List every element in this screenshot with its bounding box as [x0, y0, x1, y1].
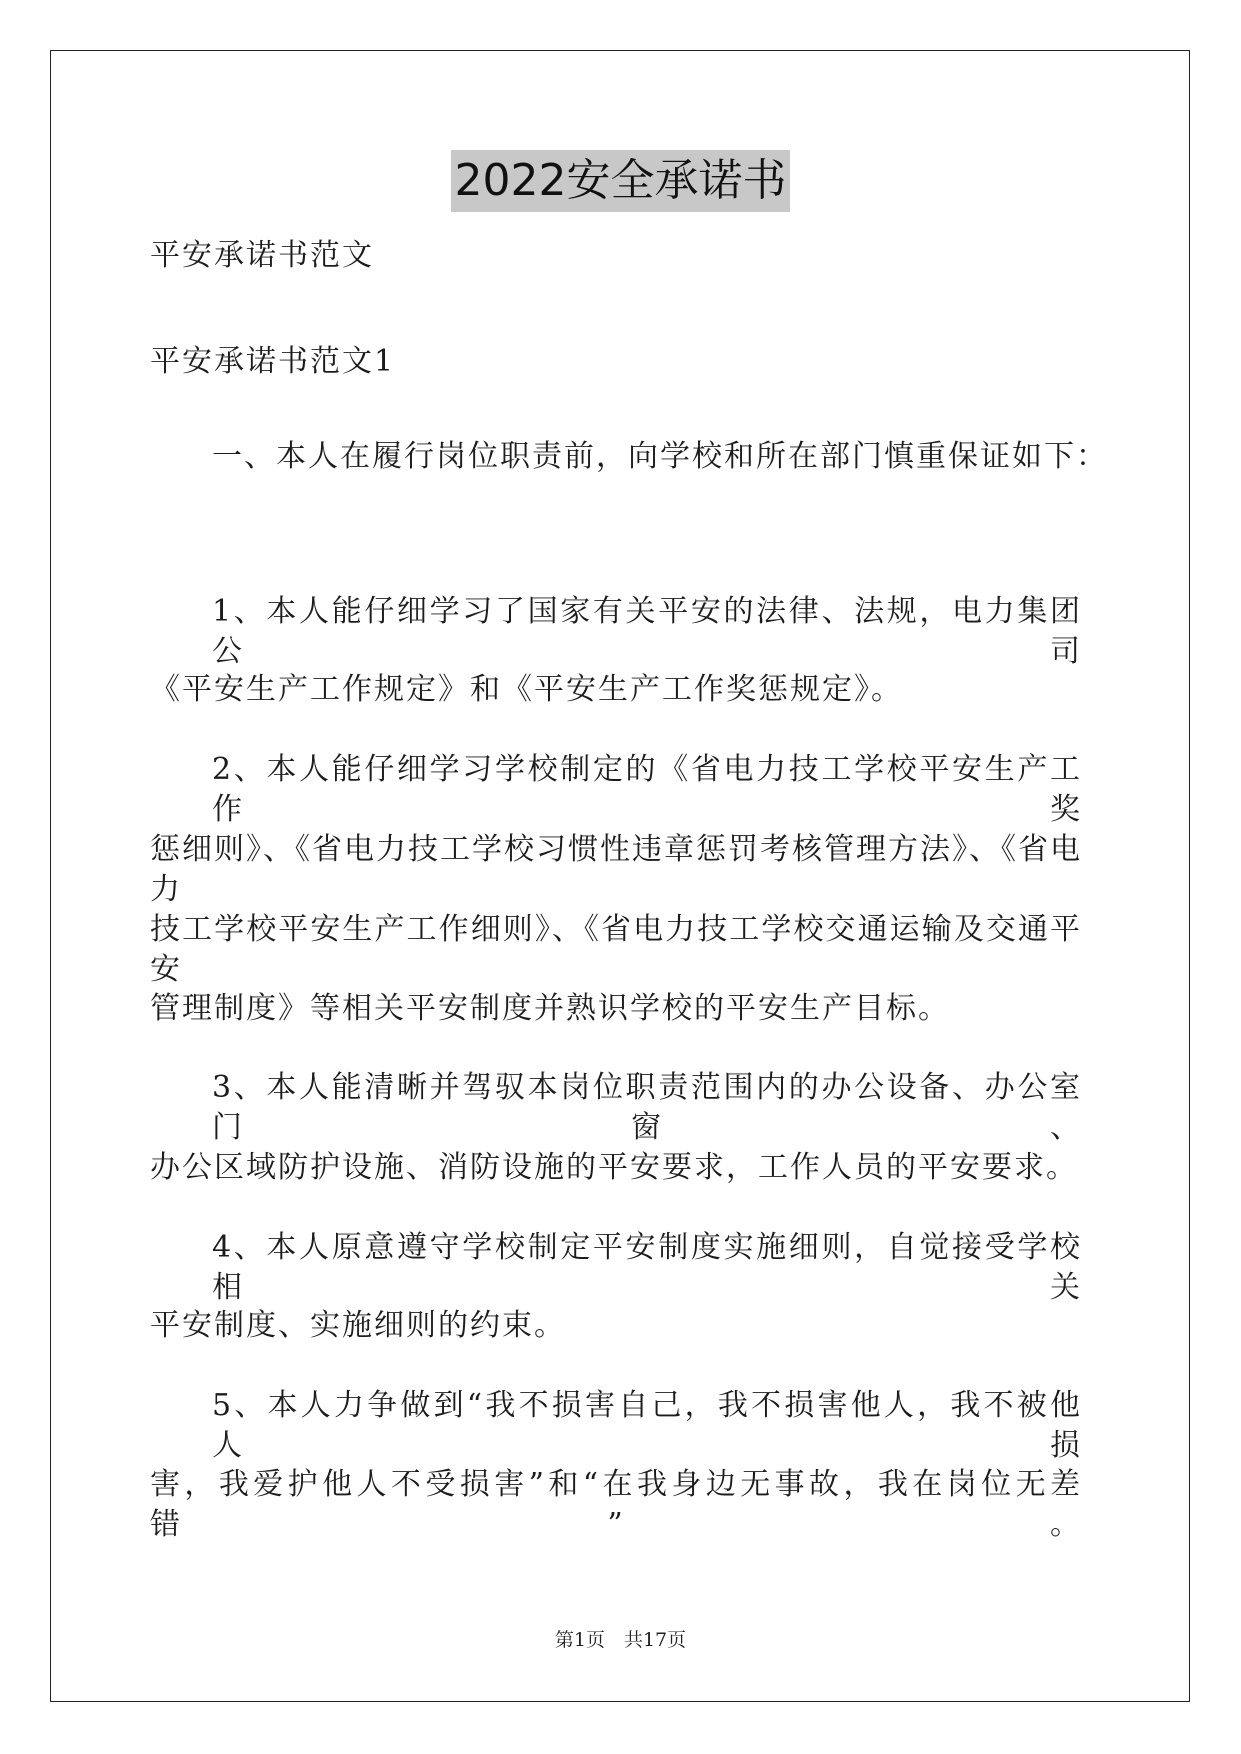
text-line: 2、本人能仔细学习学校制定的《省电力技工学校平安生产工作奖: [212, 752, 1082, 827]
text-line: 5、本人力争做到“我不损害自己，我不损害他人，我不被他人损: [212, 1388, 1082, 1463]
text-line: 害，我爱护他人不受损害”和“在我身边无事故，我在岗位无差错”。: [150, 1467, 1082, 1542]
text-line: 4、本人原意遵守学校制定平安制度实施细则，自觉接受学校相关: [212, 1230, 1082, 1305]
text-line: 3、本人能清晰并驾驭本岗位职责范围内的办公设备、办公室门窗、: [212, 1070, 1082, 1145]
title-container: [0, 150, 1241, 212]
text-line: 办公区域防护设施、消防设施的平安要求，工作人员的平安要求。: [150, 1150, 1078, 1185]
text-line: 一、本人在履行岗位职责前，向学校和所在部门慎重保证如下：: [212, 439, 1108, 474]
document-title: 2022安全承诺书: [451, 150, 791, 212]
page-number-footer: 第1页 共17页: [554, 1629, 687, 1651]
text-line: 平安承诺书范文1: [150, 344, 396, 379]
text-line: 《平安生产工作规定》和《平安生产工作奖惩规定》。: [150, 672, 903, 707]
text-line: 1、本人能仔细学习了国家有关平安的法律、法规，电力集团公司: [212, 594, 1082, 669]
text-line: 平安承诺书范文: [150, 238, 374, 273]
text-line: 管理制度》等相关平安制度并熟识学校的平安生产目标。: [150, 991, 950, 1026]
text-line: 技工学校平安生产工作细则》、《省电力技工学校交通运输及交通平安: [150, 912, 1082, 987]
text-line: 惩细则》、《省电力技工学校习惯性违章惩罚考核管理方法》、《省电力: [150, 832, 1082, 907]
text-line: 平安制度、实施细则的约束。: [150, 1308, 566, 1343]
